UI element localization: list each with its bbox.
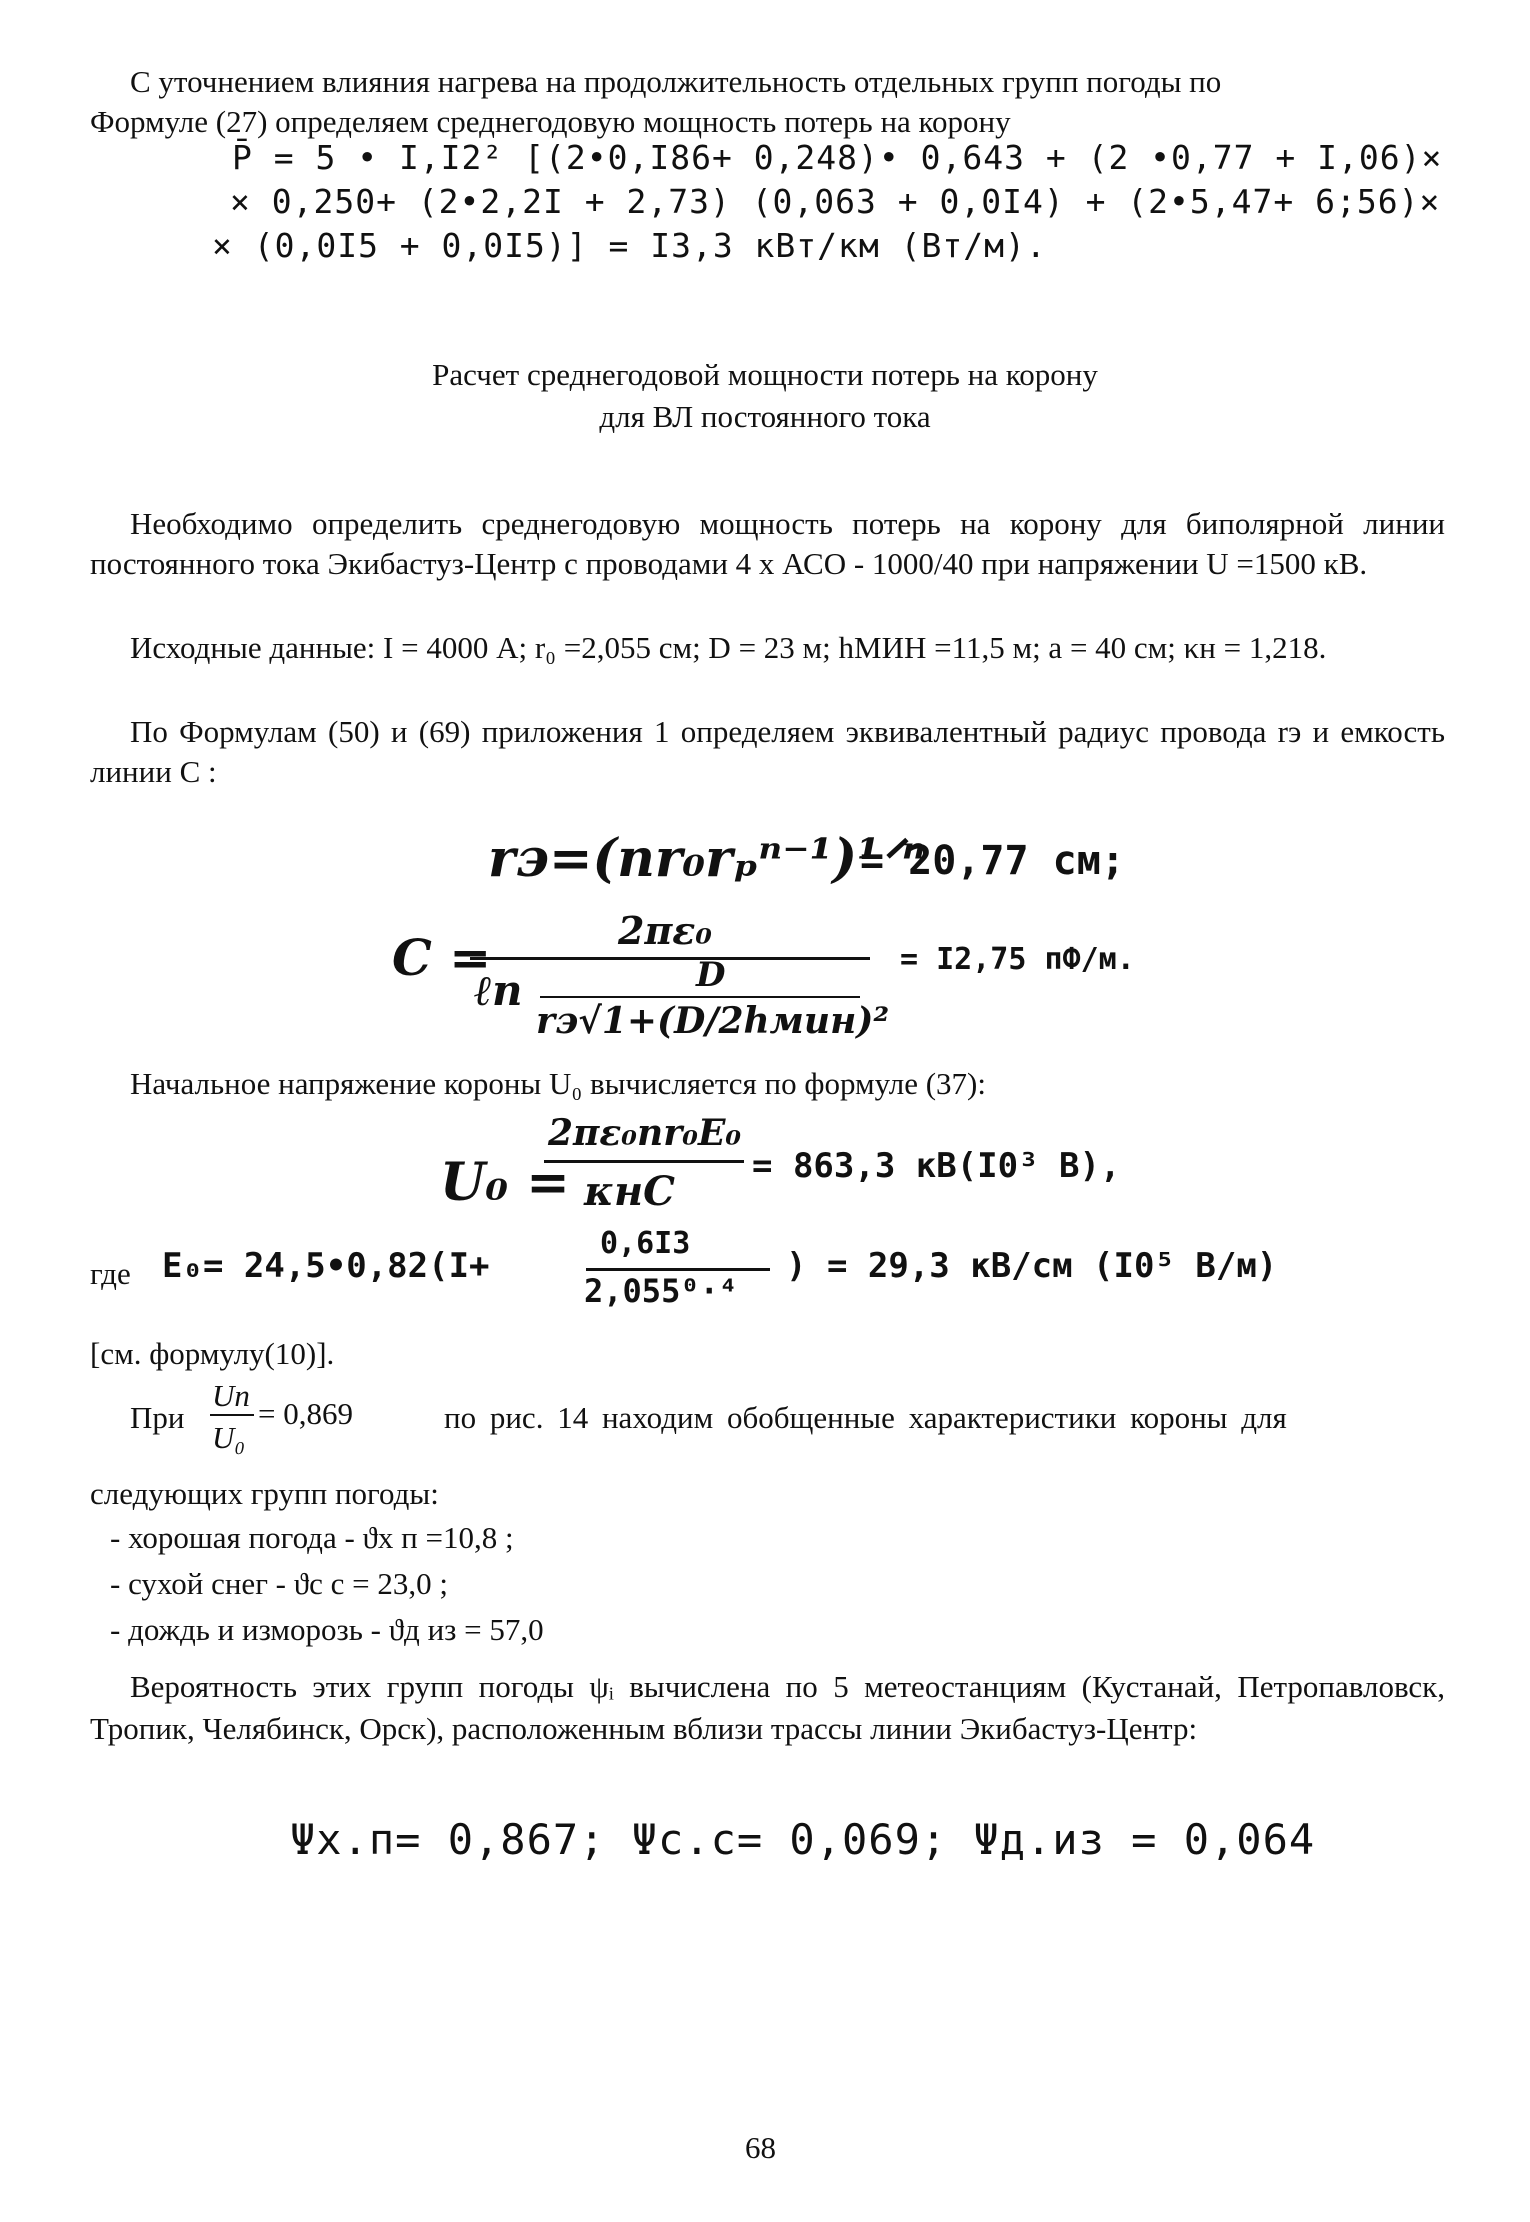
ratio-rest: по рис. 14 находим обобщенные характеристики короны для: [444, 1400, 1287, 1435]
probability-values: Ψх.п= 0,867; Ψс.с= 0,069; Ψд.из = 0,064: [290, 1815, 1316, 1864]
formula-c-inner-numerator: D: [696, 955, 726, 995]
ratio-value: = 0,869: [258, 1396, 353, 1431]
group-item-fair-weather: - хорошая погода - ϑх п =10,8 ;: [110, 1520, 514, 1555]
intro-line-2: Формуле (27) определяем среднегодовую мощность потерь на корону: [90, 104, 1011, 139]
formula-reference: [см. формулу(10)].: [90, 1336, 335, 1371]
ratio-prefix: При: [130, 1400, 185, 1435]
formula-c-inner-fraction-bar: [540, 996, 860, 998]
formula-e0-denominator: 2,055⁰·⁴: [584, 1272, 739, 1310]
formula-e0-numerator: 0,6I3: [600, 1226, 691, 1261]
group-item-dry-snow: - сухой снег - ϑс с = 23,0 ;: [110, 1566, 448, 1601]
formula-e0-lhs: E₀= 24,5•0,82(I+: [162, 1246, 490, 1286]
probability-paragraph: Вероятность этих групп погоды ψᵢ вычислена по 5 метеостанциям (Кустанай, Петропавловск, Тропик, Челябинск, Орск), расположенным вблизи трассы линии Экибастуз-Центр:: [90, 1669, 1445, 1746]
formula-re-lhs: rэ=(nr₀rₚⁿ⁻¹)¹ᐟⁿ: [488, 828, 926, 889]
formula-c-result: = I2,75 пФ/м.: [900, 942, 1135, 977]
ratio-fraction-bar: [210, 1414, 254, 1416]
formula-p-line-2: × 0,250+ (2•2,2I + 2,73) (0,063 + 0,0I4) + (2•5,47+ 6;56)×: [230, 182, 1441, 221]
formula-e0-result: ) = 29,3 кВ/см (I0⁵ В/м): [786, 1246, 1278, 1286]
formula-u0-fraction-bar: [544, 1160, 744, 1163]
section-title-line-2: для ВЛ постоянного тока: [599, 399, 931, 434]
formula-c-numerator: 2πε₀: [618, 908, 712, 953]
formula-p-line-1: P̄ = 5 • I,I2² [(2•0,I86+ 0,248)• 0,643 + (2 •0,77 + I,06)×: [232, 138, 1443, 177]
groups-intro: следующих групп погоды:: [90, 1476, 439, 1511]
formula-u0-result: = 863,3 кВ(I0³ В),: [752, 1146, 1121, 1186]
formula-u0-numerator: 2πε₀nr₀E₀: [548, 1112, 742, 1154]
formula-re-result: = 20,77 см;: [860, 838, 1125, 884]
page-number: 68: [745, 2130, 776, 2165]
intro-line-1: С уточнением влияния нагрева на продолжительность отдельных групп погоды по: [130, 64, 1222, 99]
e0-prefix: где: [90, 1256, 131, 1291]
group-item-rain-frost: - дождь и изморозь - ϑд из = 57,0: [110, 1612, 544, 1647]
formula-c-fraction-bar: [470, 957, 870, 960]
task-paragraph-2: Исходные данные: I = 4000 А; r₀ =2,055 см; D = 23 м; hМИН =11,5 м; a = 40 см; κн = 1,218.: [130, 630, 1327, 665]
formula-c-lhs: C =: [392, 928, 492, 987]
section-title-line-1: Расчет среднегодовой мощности потерь на корону: [432, 357, 1098, 392]
u0-sentence: Начальное напряжение короны U₀ вычисляется по формуле (37):: [130, 1066, 986, 1101]
task-paragraph-3: По Формулам (50) и (69) приложения 1 определяем эквивалентный радиус провода rэ и емкость линии C :: [90, 714, 1445, 789]
ratio-denominator: U₀: [212, 1420, 246, 1455]
formula-u0-lhs: U₀ =: [440, 1152, 570, 1213]
task-paragraph-1: Необходимо определить среднегодовую мощность потерь на корону для биполярной линии постоянного тока Экибастуз-Центр с проводами 4 х АСО - 1000/40 при напряжении U =1500 кВ.: [90, 506, 1445, 581]
formula-u0-denominator: κнC: [584, 1168, 675, 1215]
ratio-numerator: Uп: [212, 1378, 250, 1413]
formula-e0-fraction-bar: [586, 1268, 770, 1271]
formula-p-line-3: × (0,0I5 + 0,0I5)] = I3,3 кВт/км (Вт/м).: [212, 226, 1047, 265]
formula-c-inner-denominator: rэ√1+(D/2hмин)²: [536, 1000, 890, 1042]
formula-c-ln: ℓn: [474, 966, 523, 1015]
